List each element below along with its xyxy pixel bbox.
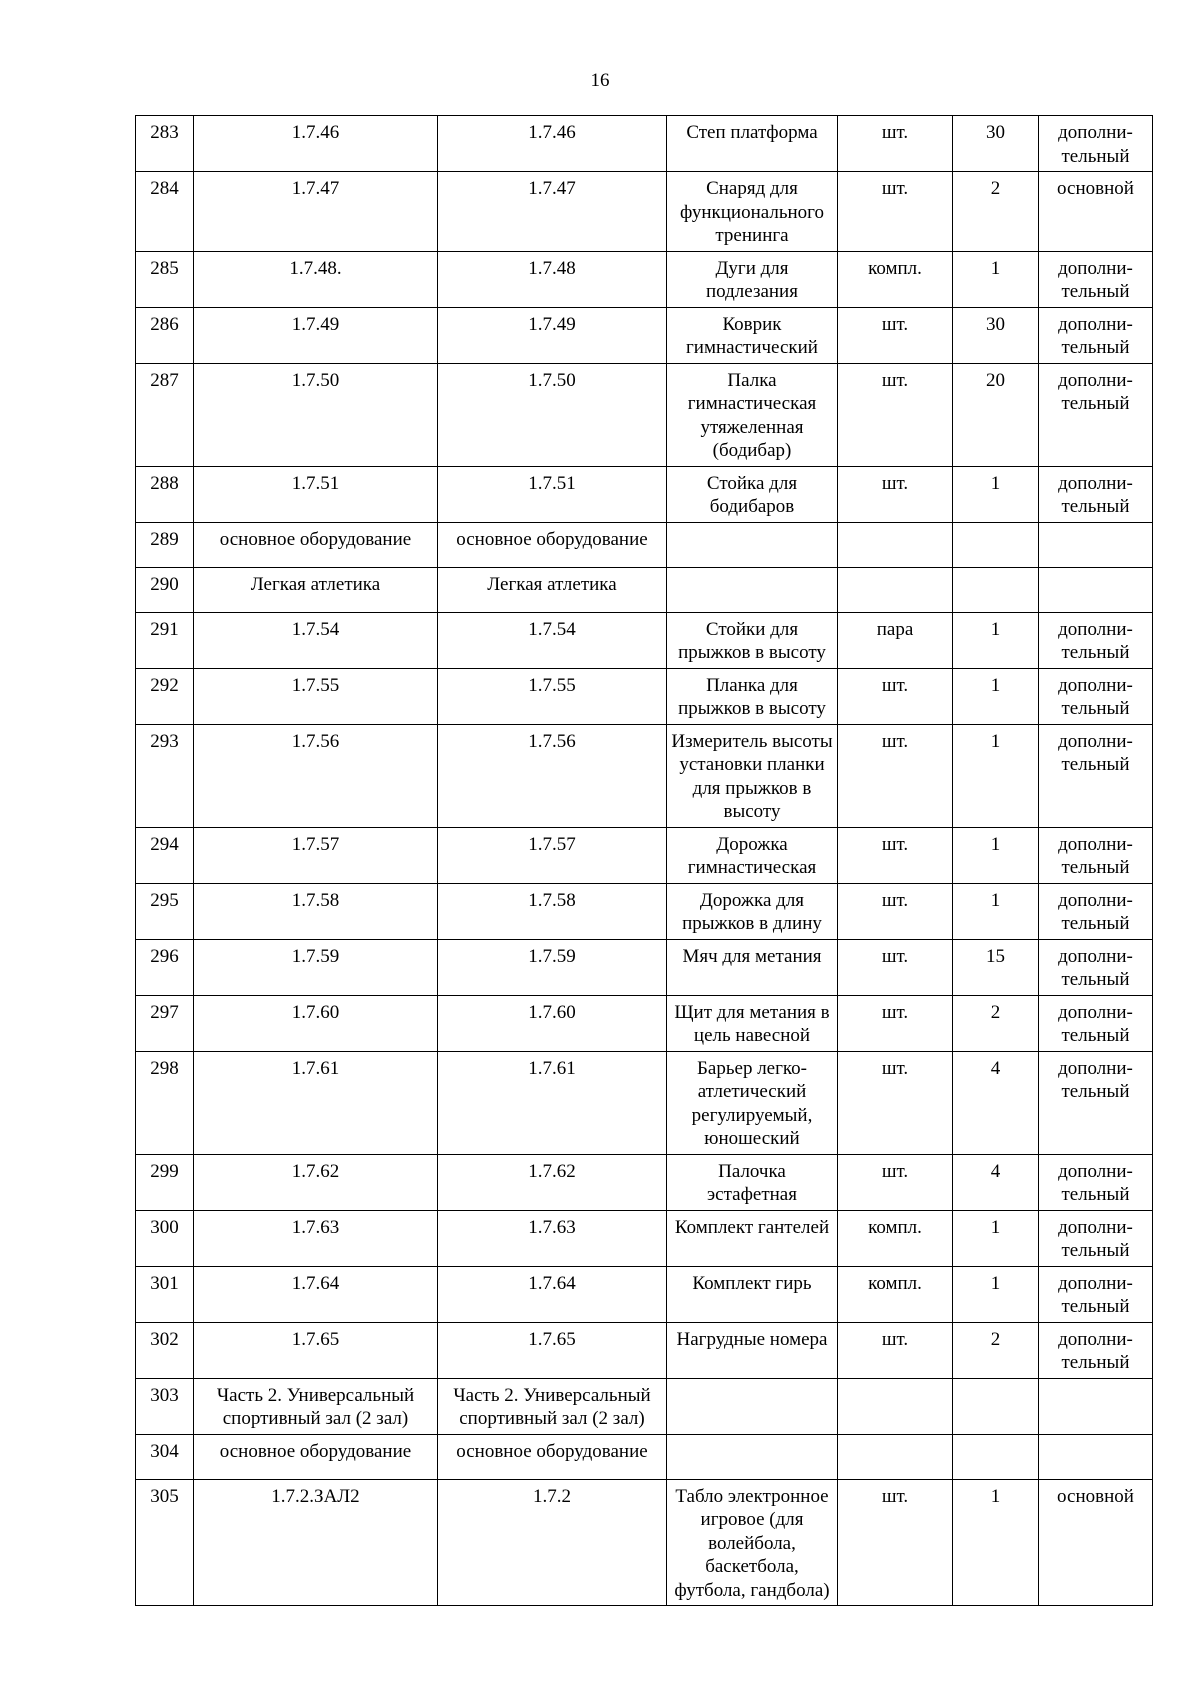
- row-number-cell: 288: [136, 466, 194, 522]
- quantity-cell: [953, 522, 1039, 567]
- code-cell: 1.7.50: [194, 363, 438, 466]
- quantity-cell: 2: [953, 172, 1039, 252]
- row-number-cell: 293: [136, 724, 194, 827]
- row-number-cell: 299: [136, 1154, 194, 1210]
- code-cell: 1.7.61: [194, 1051, 438, 1154]
- unit-cell: шт.: [838, 363, 953, 466]
- item-name-cell: [667, 567, 838, 612]
- unit-cell: шт.: [838, 1479, 953, 1606]
- row-number-cell: 287: [136, 363, 194, 466]
- table-row: [136, 251, 1153, 307]
- table-row: [136, 307, 1153, 363]
- row-number-cell: 302: [136, 1322, 194, 1378]
- table-row: [136, 1210, 1153, 1266]
- row-number-cell: 296: [136, 939, 194, 995]
- code-cell: 1.7.56: [438, 724, 667, 827]
- code-cell: 1.7.55: [438, 668, 667, 724]
- code-cell: основное оборудование: [194, 522, 438, 567]
- item-name-cell: Дуги для подлезания: [667, 251, 838, 307]
- row-number-cell: 305: [136, 1479, 194, 1606]
- table-row: [136, 1051, 1153, 1154]
- row-number-cell: 294: [136, 827, 194, 883]
- equipment-type-cell: основной: [1039, 172, 1153, 252]
- quantity-cell: 20: [953, 363, 1039, 466]
- code-cell: 1.7.58: [438, 883, 667, 939]
- row-number-cell: 289: [136, 522, 194, 567]
- equipment-type-cell: дополни- тельный: [1039, 668, 1153, 724]
- code-cell: основное оборудование: [194, 1434, 438, 1479]
- quantity-cell: [953, 1434, 1039, 1479]
- quantity-cell: 1: [953, 668, 1039, 724]
- equipment-type-cell: дополни- тельный: [1039, 466, 1153, 522]
- item-name-cell: Табло электронное игровое (для волейбола, баскетбола, футбола, гандбола): [667, 1479, 838, 1606]
- quantity-cell: 1: [953, 724, 1039, 827]
- code-cell: 1.7.59: [438, 939, 667, 995]
- unit-cell: компл.: [838, 251, 953, 307]
- table-row: [136, 1154, 1153, 1210]
- equipment-type-cell: дополни- тельный: [1039, 1154, 1153, 1210]
- quantity-cell: 1: [953, 883, 1039, 939]
- quantity-cell: 1: [953, 251, 1039, 307]
- code-cell: 1.7.50: [438, 363, 667, 466]
- equipment-type-cell: дополни- тельный: [1039, 612, 1153, 668]
- table-row: [136, 612, 1153, 668]
- item-name-cell: Палка гимнастическая утяжеленная (бодибар): [667, 363, 838, 466]
- equipment-type-cell: дополни- тельный: [1039, 883, 1153, 939]
- item-name-cell: Стойка для бодибаров: [667, 466, 838, 522]
- quantity-cell: [953, 567, 1039, 612]
- equipment-type-cell: дополни- тельный: [1039, 1210, 1153, 1266]
- equipment-type-cell: дополни- тельный: [1039, 995, 1153, 1051]
- unit-cell: шт.: [838, 1154, 953, 1210]
- equipment-table-body: [136, 116, 1153, 1606]
- code-cell: 1.7.49: [438, 307, 667, 363]
- equipment-type-cell: дополни- тельный: [1039, 116, 1153, 172]
- row-number-cell: 284: [136, 172, 194, 252]
- code-cell: 1.7.49: [194, 307, 438, 363]
- code-cell: основное оборудование: [438, 1434, 667, 1479]
- row-number-cell: 291: [136, 612, 194, 668]
- code-cell: 1.7.65: [438, 1322, 667, 1378]
- item-name-cell: Дорожка гимнастическая: [667, 827, 838, 883]
- code-cell: Часть 2. Универсальный спортивный зал (2 зал): [194, 1378, 438, 1434]
- row-number-cell: 290: [136, 567, 194, 612]
- code-cell: 1.7.59: [194, 939, 438, 995]
- code-cell: 1.7.54: [438, 612, 667, 668]
- unit-cell: шт.: [838, 827, 953, 883]
- table-row: [136, 567, 1153, 612]
- code-cell: 1.7.47: [194, 172, 438, 252]
- row-number-cell: 298: [136, 1051, 194, 1154]
- equipment-type-cell: дополни- тельный: [1039, 1266, 1153, 1322]
- quantity-cell: [953, 1378, 1039, 1434]
- row-number-cell: 301: [136, 1266, 194, 1322]
- row-number-cell: 300: [136, 1210, 194, 1266]
- code-cell: 1.7.2.ЗАЛ2: [194, 1479, 438, 1606]
- table-row: [136, 724, 1153, 827]
- unit-cell: компл.: [838, 1210, 953, 1266]
- quantity-cell: 1: [953, 1210, 1039, 1266]
- equipment-type-cell: [1039, 1434, 1153, 1479]
- item-name-cell: [667, 1378, 838, 1434]
- equipment-type-cell: основной: [1039, 1479, 1153, 1606]
- unit-cell: шт.: [838, 116, 953, 172]
- quantity-cell: 30: [953, 307, 1039, 363]
- unit-cell: шт.: [838, 1322, 953, 1378]
- unit-cell: шт.: [838, 939, 953, 995]
- code-cell: 1.7.64: [438, 1266, 667, 1322]
- code-cell: 1.7.60: [438, 995, 667, 1051]
- table-row: [136, 363, 1153, 466]
- equipment-type-cell: дополни- тельный: [1039, 307, 1153, 363]
- item-name-cell: Нагрудные номера: [667, 1322, 838, 1378]
- row-number-cell: 292: [136, 668, 194, 724]
- code-cell: 1.7.62: [438, 1154, 667, 1210]
- code-cell: 1.7.47: [438, 172, 667, 252]
- table-row: [136, 883, 1153, 939]
- code-cell: 1.7.57: [438, 827, 667, 883]
- unit-cell: шт.: [838, 883, 953, 939]
- item-name-cell: [667, 522, 838, 567]
- code-cell: Часть 2. Универсальный спортивный зал (2 зал): [438, 1378, 667, 1434]
- item-name-cell: Щит для метания в цель навесной: [667, 995, 838, 1051]
- code-cell: 1.7.54: [194, 612, 438, 668]
- code-cell: 1.7.51: [438, 466, 667, 522]
- code-cell: 1.7.58: [194, 883, 438, 939]
- item-name-cell: Мяч для метания: [667, 939, 838, 995]
- equipment-table: [135, 115, 1153, 1606]
- code-cell: основное оборудование: [438, 522, 667, 567]
- row-number-cell: 283: [136, 116, 194, 172]
- row-number-cell: 304: [136, 1434, 194, 1479]
- code-cell: Легкая атлетика: [438, 567, 667, 612]
- unit-cell: [838, 522, 953, 567]
- quantity-cell: 15: [953, 939, 1039, 995]
- unit-cell: шт.: [838, 172, 953, 252]
- table-row: [136, 1434, 1153, 1479]
- page-number: 16: [590, 70, 610, 91]
- row-number-cell: 285: [136, 251, 194, 307]
- equipment-type-cell: [1039, 522, 1153, 567]
- code-cell: 1.7.64: [194, 1266, 438, 1322]
- unit-cell: [838, 1378, 953, 1434]
- equipment-type-cell: дополни- тельный: [1039, 827, 1153, 883]
- quantity-cell: 2: [953, 1322, 1039, 1378]
- code-cell: 1.7.46: [438, 116, 667, 172]
- item-name-cell: Коврик гимнастический: [667, 307, 838, 363]
- table-row: [136, 995, 1153, 1051]
- table-row: [136, 466, 1153, 522]
- item-name-cell: Стойки для прыжков в высоту: [667, 612, 838, 668]
- unit-cell: компл.: [838, 1266, 953, 1322]
- table-row: [136, 1479, 1153, 1606]
- code-cell: Легкая атлетика: [194, 567, 438, 612]
- item-name-cell: Комплект гирь: [667, 1266, 838, 1322]
- code-cell: 1.7.62: [194, 1154, 438, 1210]
- row-number-cell: 295: [136, 883, 194, 939]
- unit-cell: [838, 1434, 953, 1479]
- equipment-type-cell: дополни- тельный: [1039, 1322, 1153, 1378]
- item-name-cell: Степ платформа: [667, 116, 838, 172]
- unit-cell: шт.: [838, 466, 953, 522]
- code-cell: 1.7.48: [438, 251, 667, 307]
- unit-cell: шт.: [838, 307, 953, 363]
- code-cell: 1.7.2: [438, 1479, 667, 1606]
- table-row: [136, 116, 1153, 172]
- unit-cell: шт.: [838, 1051, 953, 1154]
- code-cell: 1.7.57: [194, 827, 438, 883]
- item-name-cell: Снаряд для функционального тренинга: [667, 172, 838, 252]
- quantity-cell: 1: [953, 466, 1039, 522]
- equipment-type-cell: дополни- тельный: [1039, 939, 1153, 995]
- code-cell: 1.7.55: [194, 668, 438, 724]
- unit-cell: пара: [838, 612, 953, 668]
- quantity-cell: 1: [953, 612, 1039, 668]
- unit-cell: шт.: [838, 995, 953, 1051]
- item-name-cell: Комплект гантелей: [667, 1210, 838, 1266]
- item-name-cell: Дорожка для прыжков в длину: [667, 883, 838, 939]
- code-cell: 1.7.65: [194, 1322, 438, 1378]
- item-name-cell: Палочка эстафетная: [667, 1154, 838, 1210]
- code-cell: 1.7.60: [194, 995, 438, 1051]
- table-row: [136, 668, 1153, 724]
- row-number-cell: 303: [136, 1378, 194, 1434]
- item-name-cell: Измеритель высоты установки планки для прыжков в высоту: [667, 724, 838, 827]
- row-number-cell: 297: [136, 995, 194, 1051]
- quantity-cell: 4: [953, 1154, 1039, 1210]
- unit-cell: шт.: [838, 668, 953, 724]
- table-row: [136, 172, 1153, 252]
- table-row: [136, 1378, 1153, 1434]
- table-row: [136, 827, 1153, 883]
- code-cell: 1.7.56: [194, 724, 438, 827]
- equipment-type-cell: дополни- тельный: [1039, 1051, 1153, 1154]
- code-cell: 1.7.51: [194, 466, 438, 522]
- table-row: [136, 1322, 1153, 1378]
- table-row: [136, 522, 1153, 567]
- quantity-cell: 1: [953, 1266, 1039, 1322]
- table-row: [136, 1266, 1153, 1322]
- quantity-cell: 2: [953, 995, 1039, 1051]
- code-cell: 1.7.48.: [194, 251, 438, 307]
- quantity-cell: 4: [953, 1051, 1039, 1154]
- item-name-cell: Планка для прыжков в высоту: [667, 668, 838, 724]
- code-cell: 1.7.61: [438, 1051, 667, 1154]
- equipment-type-cell: дополни- тельный: [1039, 363, 1153, 466]
- item-name-cell: [667, 1434, 838, 1479]
- unit-cell: [838, 567, 953, 612]
- equipment-type-cell: [1039, 1378, 1153, 1434]
- code-cell: 1.7.63: [194, 1210, 438, 1266]
- item-name-cell: Барьер легко-атлетический регулируемый, юношеский: [667, 1051, 838, 1154]
- quantity-cell: 30: [953, 116, 1039, 172]
- code-cell: 1.7.63: [438, 1210, 667, 1266]
- equipment-type-cell: дополни- тельный: [1039, 251, 1153, 307]
- unit-cell: шт.: [838, 724, 953, 827]
- code-cell: 1.7.46: [194, 116, 438, 172]
- quantity-cell: 1: [953, 1479, 1039, 1606]
- equipment-type-cell: [1039, 567, 1153, 612]
- table-row: [136, 939, 1153, 995]
- quantity-cell: 1: [953, 827, 1039, 883]
- equipment-type-cell: дополни- тельный: [1039, 724, 1153, 827]
- row-number-cell: 286: [136, 307, 194, 363]
